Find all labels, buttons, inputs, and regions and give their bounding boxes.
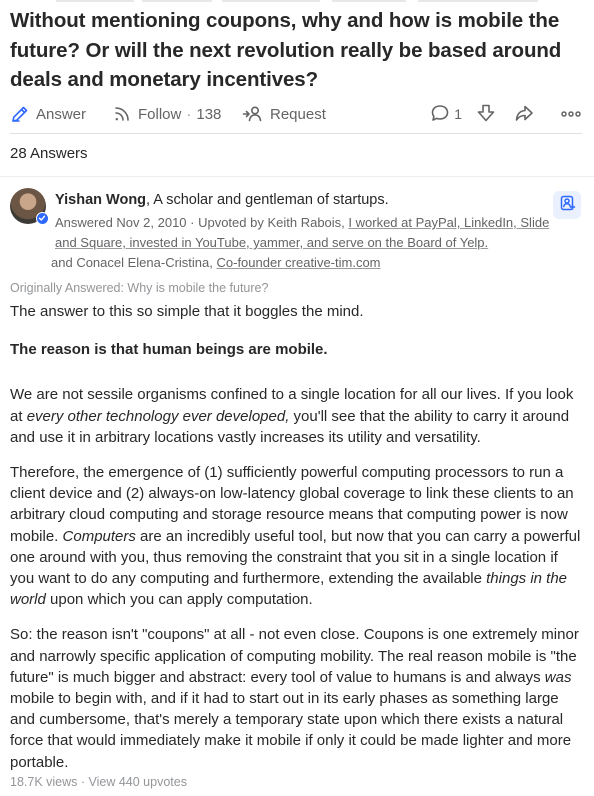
save-button[interactable]	[553, 191, 581, 219]
answer-paragraph	[10, 462, 586, 610]
answer-meta	[51, 213, 555, 273]
right-actions	[416, 99, 582, 129]
paragraph-emphasis: things in the world	[10, 570, 568, 609]
author-line	[55, 191, 389, 210]
views-count: 18.7K views	[10, 775, 78, 789]
follow-label: Follow	[138, 105, 182, 123]
paragraph-text: The answer to this so simple that it boggles the mind.	[10, 303, 364, 320]
paragraph-text: So: the reason isn't "coupons" at all - not even close. Coupons is one extremely minor and narrowly specific application of computing mobility. The real reason mobile is "the future" is much bigger and abstract: every tool of value to humans is and always	[10, 626, 579, 686]
bookmark-person-icon	[558, 194, 576, 217]
checkmark-badge-icon	[36, 212, 49, 225]
request-button[interactable]	[242, 99, 342, 129]
actions-divider	[10, 133, 582, 134]
comments-button[interactable]	[430, 103, 462, 126]
upvoter-credential-2[interactable]: Co-founder creative-tim.com	[216, 255, 381, 270]
answers-count[interactable]: 28 Answers	[10, 145, 88, 162]
paragraph-text: upon which you can apply computation.	[45, 591, 313, 609]
more-button[interactable]	[560, 106, 582, 122]
person-plus-icon	[242, 104, 264, 124]
more-dots-icon	[560, 106, 582, 122]
answer-label: Answer	[36, 105, 87, 123]
question-title[interactable]: Without mentioning coupons, why and how is mobile the future? Or will the next revolution really be based around deals and monetary incentives?	[10, 9, 562, 91]
author-credential: , A scholar and gentleman of startups.	[146, 192, 389, 208]
upvoter-name-2[interactable]: Conacel Elena-Cristina	[76, 255, 210, 270]
answer-stats	[10, 775, 187, 789]
rss-feed-icon	[112, 104, 132, 124]
meta-separator: ,	[341, 215, 349, 230]
paragraph-emphasis: was	[544, 668, 572, 686]
paragraph-text: We are not sessile organisms confined to a single location for all our lives. If you look at	[10, 386, 574, 425]
paragraph-text: mobile to begin with, and if it had to start out in its early phases as something large and cumbersome, that's merely a temporary state upon which there exists a natural force that would immediately make it mobile if only it could be made lighter and more portable.	[10, 690, 572, 771]
answer-paragraph-bold	[10, 339, 586, 360]
pencil-edit-icon	[10, 104, 30, 124]
arrow-down-icon	[476, 103, 496, 126]
answers-divider	[0, 176, 594, 177]
follow-count: 138	[196, 105, 222, 123]
upvoter-credential[interactable]: I worked at PayPal, LinkedIn, Slide and Square, invested in YouTube, yammer, and serve on the Board of Yelp.	[55, 215, 550, 250]
question-actions	[10, 99, 582, 129]
downvote-button[interactable]	[476, 103, 496, 126]
answer-button[interactable]	[10, 99, 112, 129]
upvoter-name[interactable]: Keith Rabois	[267, 215, 342, 230]
answered-date[interactable]: Answered Nov 2, 2010 · Upvoted by	[55, 215, 268, 230]
answer-body	[10, 301, 586, 787]
share-arrow-icon	[514, 103, 534, 126]
share-button[interactable]	[514, 103, 534, 126]
stats-separator: ·	[77, 775, 89, 789]
top-strip	[0, 0, 594, 3]
comments-count: 1	[454, 106, 462, 122]
answer-paragraph	[10, 384, 586, 448]
paragraph-text: are an incredibly useful tool, but now that you can carry a powerful one around with you, thus removing the constraint that you sit in a single location if you want to do any computing and furthermore, extending the available	[10, 527, 581, 588]
answer-paragraph	[10, 301, 586, 322]
paragraph-text: Therefore, the emergence of (1) sufficiently powerful computing processors to run a client device and (2) always-on low-latency global coverage to link these clients to an arbitrary cloud computing and storage resource means that computing power is now mobile.	[10, 464, 574, 545]
speech-bubble-icon	[430, 103, 450, 126]
view-upvotes-link[interactable]: View 440 upvotes	[88, 775, 187, 789]
paragraph-emphasis: every other technology ever developed,	[26, 407, 290, 425]
meta-and: and	[51, 255, 77, 270]
paragraph-text: The reason is that human beings are mobile.	[10, 341, 328, 359]
paragraph-emphasis: Computers	[62, 527, 136, 545]
follow-button[interactable]	[112, 99, 242, 129]
meta-separator-2: ,	[209, 255, 217, 270]
paragraph-text: you'll see that the ability to carry it around and use it in arbitrary locations vastly increases its utility and versatility.	[10, 407, 570, 446]
request-label: Request	[270, 105, 326, 123]
answer-paragraph	[10, 624, 586, 772]
follow-separator: ·	[186, 105, 192, 123]
originally-answered[interactable]: Originally Answered: Why is mobile the future?	[10, 281, 269, 295]
author-name[interactable]: Yishan Wong	[55, 192, 147, 208]
